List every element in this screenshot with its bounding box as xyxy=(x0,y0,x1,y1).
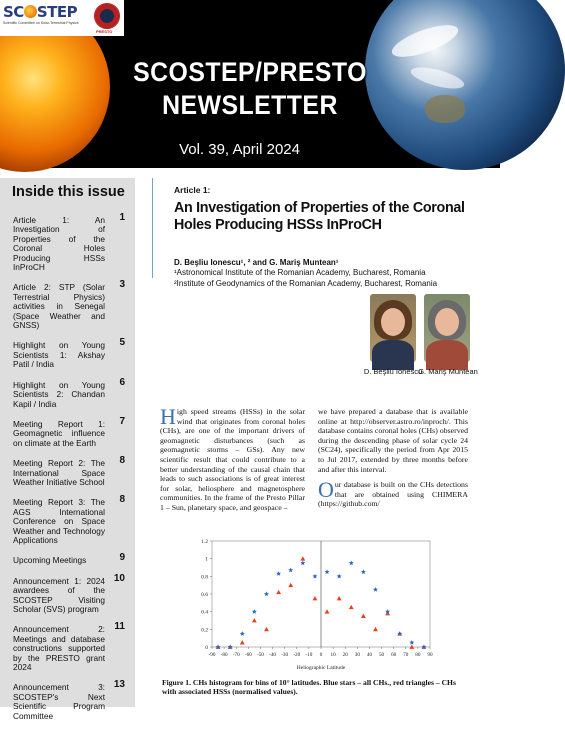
x-tick-label: 50 xyxy=(378,652,385,658)
star-point xyxy=(300,560,305,565)
triangle-point xyxy=(264,627,269,631)
toc-item-page: 7 xyxy=(119,415,125,427)
toc-item[interactable] xyxy=(13,494,125,545)
toc-item-title: Announcement 1: 2024 awardees of the SCOSTEP Visiting Scholar (SVS) program xyxy=(13,575,105,614)
article-label: Article 1: xyxy=(174,185,211,195)
y-tick-label: 0.2 xyxy=(201,627,208,634)
toc-item-title: Highlight on Young Scientists 1: Akshay Patil / India xyxy=(13,340,105,370)
star-point xyxy=(373,587,378,592)
triangle-point xyxy=(240,640,245,644)
star-point xyxy=(252,609,257,614)
y-tick-label: 1.2 xyxy=(201,539,208,545)
toc-item[interactable] xyxy=(13,279,125,331)
y-tick-label: 1 xyxy=(205,556,208,563)
y-tick-label: 0 xyxy=(205,645,208,651)
y-tick-label: 0.8 xyxy=(201,574,208,581)
x-tick-label: 40 xyxy=(366,652,373,658)
article-column-right: we have prepared a database that is available online at http://observer.astro.ro/inproch/. This database contains coronal holes (CHs) observed during the descending phase of solar cycle 24 (SC24), specifically the period from Apr 2015 to Jul 2017, extended by three months before and after this interval. Our database is built on the CHs detections that are obtained using CHIMERA (https://github.com/ xyxy=(318,407,468,509)
toc-item[interactable] xyxy=(13,679,125,721)
x-axis-label: Heliographic Latitude xyxy=(296,665,346,671)
triangle-point xyxy=(288,583,293,587)
toc-item-page: 5 xyxy=(119,337,125,349)
star-point xyxy=(288,568,293,573)
latitude-histogram-chart xyxy=(190,535,440,675)
x-tick-label: -40 xyxy=(269,652,277,658)
x-tick-label: 90 xyxy=(427,652,433,658)
toc-item-page: 3 xyxy=(119,279,125,291)
toc-item-title: Meeting Report 3: The AGS International Conference on Space Weather and Technology Applications xyxy=(13,497,105,545)
x-tick-label: -80 xyxy=(220,652,228,658)
drop-cap: O xyxy=(318,477,334,503)
toc-heading: Inside this issue xyxy=(12,184,125,200)
x-tick-label: -90 xyxy=(208,652,216,658)
toc-item[interactable] xyxy=(13,376,125,409)
photo-caption-2: G. Mariş Muntean xyxy=(418,367,478,376)
author-photo-1 xyxy=(370,294,416,362)
toc-item-page: 13 xyxy=(113,679,125,691)
table-of-contents xyxy=(0,178,135,721)
divider xyxy=(152,178,153,278)
y-tick-label: 0.6 xyxy=(201,592,208,598)
toc-list xyxy=(13,212,125,732)
x-tick-label: -50 xyxy=(256,652,264,658)
triangle-point xyxy=(276,590,281,594)
x-tick-label: -20 xyxy=(293,652,301,658)
toc-item-page: 8 xyxy=(119,494,125,506)
x-tick-label: 10 xyxy=(330,652,336,658)
x-tick-label: 0 xyxy=(319,652,323,658)
star-point xyxy=(276,571,281,576)
triangle-point xyxy=(300,556,305,560)
toc-item-page: 10 xyxy=(113,572,125,584)
volume-label: Vol. 39, April 2024 xyxy=(179,141,300,158)
toc-item[interactable] xyxy=(13,621,125,673)
toc-item-title: Meeting Report 2: The International Space Weather Initiative School xyxy=(13,458,105,487)
newsletter-title-line1: SCOSTEP/PRESTO xyxy=(133,57,367,87)
triangle-point xyxy=(337,596,342,600)
article-title: An Investigation of Properties of the Coronal Holes Producing HSSs InProCH xyxy=(174,200,465,233)
drop-cap: H xyxy=(160,404,176,429)
star-point xyxy=(409,640,414,645)
toc-item-page: 6 xyxy=(119,376,125,388)
author-photo-2 xyxy=(424,294,470,362)
toc-item[interactable] xyxy=(13,572,125,615)
x-tick-label: 60 xyxy=(391,652,397,658)
chart-svg xyxy=(190,535,440,675)
star-point xyxy=(361,569,366,574)
x-tick-label: 30 xyxy=(354,652,360,658)
article-authors: D. Beşliu Ionescu¹, ² and G. Mariş Muntean¹ xyxy=(174,258,339,267)
newsletter-header xyxy=(0,0,500,168)
y-tick-label: 0.4 xyxy=(201,609,208,616)
triangle-point xyxy=(349,605,354,609)
logo-bar xyxy=(0,0,124,36)
toc-item-page: 8 xyxy=(119,455,125,467)
presto-label: PRESTO xyxy=(96,29,113,34)
toc-item[interactable] xyxy=(13,552,125,566)
triangle-point xyxy=(373,627,378,631)
star-point xyxy=(349,560,354,565)
toc-item-title: Meeting Report 1: Geomagnetic influence on climate at the Earth xyxy=(13,418,105,448)
x-tick-label: -60 xyxy=(244,652,252,658)
toc-item[interactable] xyxy=(13,337,125,370)
toc-item-page: 11 xyxy=(114,621,125,633)
x-tick-label: 20 xyxy=(342,652,348,658)
toc-item-title: Article 2: STP (Solar Terrestrial Physics) activities in Senegal (Space Weather and GNSS) xyxy=(13,282,105,331)
star-point xyxy=(264,591,269,596)
presto-logo xyxy=(94,3,120,29)
triangle-point xyxy=(252,618,257,622)
photo-caption-1: D. Beşliu Ionescu xyxy=(363,367,423,376)
toc-item-title: Article 1: An Investigation of Properties of the Coronal Holes Producing HSSs InProCH xyxy=(13,215,105,273)
x-tick-label: 70 xyxy=(403,652,409,658)
star-point xyxy=(337,574,342,579)
triangle-point xyxy=(313,596,318,600)
toc-item[interactable] xyxy=(13,212,125,273)
toc-item[interactable] xyxy=(13,455,125,487)
x-tick-label: -10 xyxy=(305,652,313,658)
affiliation-1: ¹Astronomical Institute of the Romanian Academy, Bucharest, Romania xyxy=(174,268,426,277)
x-tick-label: -70 xyxy=(232,652,240,658)
star-point xyxy=(240,631,245,636)
toc-item[interactable] xyxy=(13,415,125,448)
affiliation-2: ²Institute of Geodynamics of the Romanian Academy, Bucharest, Romania xyxy=(174,279,438,288)
toc-item-page: 1 xyxy=(119,212,125,223)
triangle-point xyxy=(361,614,366,618)
star-point xyxy=(312,574,317,579)
toc-item-title: Announcement 2: Meetings and database constructions supported by the PRESTO grant 2024 xyxy=(13,624,105,673)
scostep-logo: SC STEP Scientific Committee on Solar-Terrestrial Physics xyxy=(3,3,79,25)
star-point xyxy=(325,569,330,574)
toc-item-title: Highlight on Young Scientists 2: Chandan Kapil / India xyxy=(13,379,105,409)
toc-item-page: 9 xyxy=(119,552,125,564)
triangle-point xyxy=(325,609,330,613)
figure-caption: Figure 1. CHs histogram for bins of 10° latitudes. Blue stars – all CHs., red triangles – CHs with associated HSSs (normalised values). xyxy=(162,678,456,696)
x-tick-label: 80 xyxy=(415,652,421,658)
toc-item-title: Upcoming Meetings xyxy=(13,555,87,566)
article-column-left: High speed streams (HSSs) in the solar wind that originates from coronal holes (CHs), are one of the important drivers of geomagnetic disturbances (such as geomagnetic storms – GSs). Any new scientific result that could contribute to a better understanding of the causal chain that leads to such associations is of great interest for solar, heliosphere and magnetosphere communities. In the frame of the Presto Pillar 1 – Sun, planetary space, and geospace – xyxy=(160,404,305,512)
newsletter-title-line2: NEWSLETTER xyxy=(162,90,338,120)
toc-item-title: Announcement 3: SCOSTEP's Next Scientific Program Committee xyxy=(13,682,105,721)
x-tick-label: -30 xyxy=(281,652,289,658)
